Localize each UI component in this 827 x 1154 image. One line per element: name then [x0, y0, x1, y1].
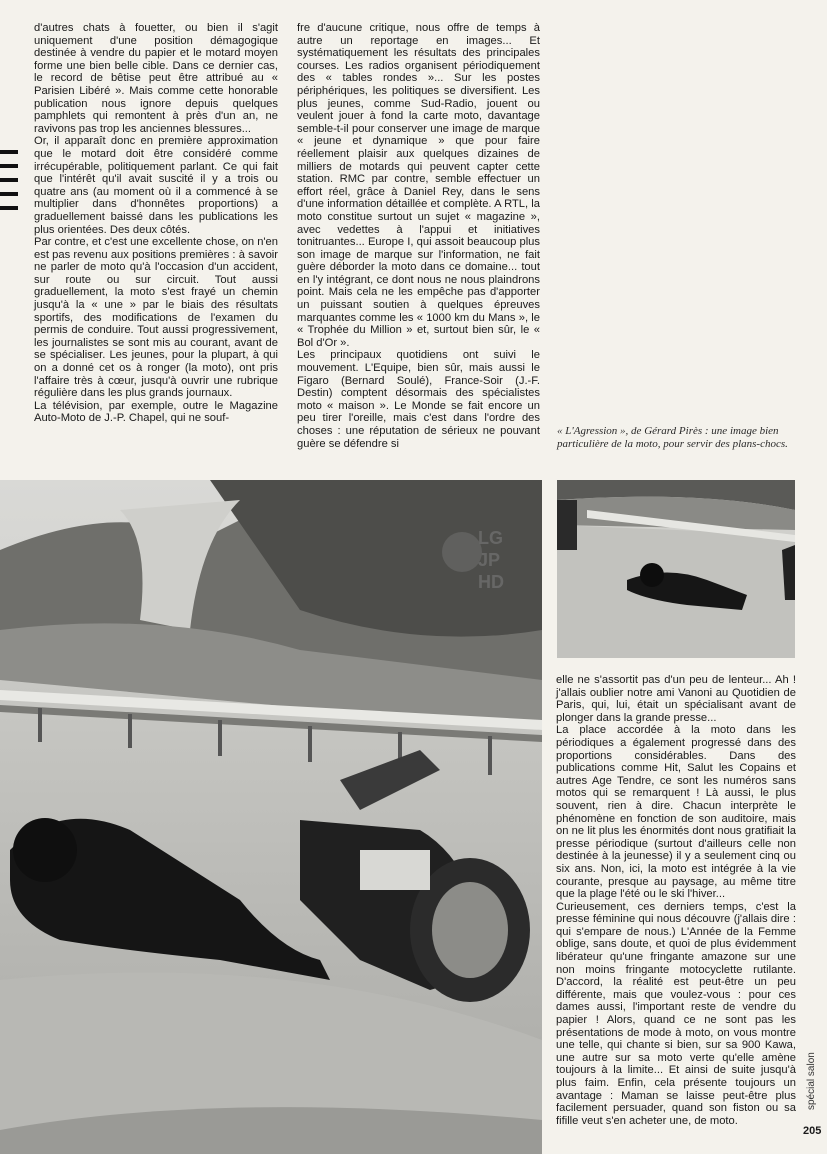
paragraph: Les principaux quotidiens ont suivi le mouvement. L'Equipe, bien sûr, mais aussi le Figaro (Bernard Soulé), France-Soir (J.-F. Destin) comptent désormais des spécialistes moto « maison ». Le Monde se fait encore un peu tirer l'oreille, mais c'est dans l'ordre des choses : une réputation de sérieux ne pouvant guère se défendre si	[297, 349, 540, 450]
article-column-2	[297, 22, 540, 450]
page-edge-marks	[0, 150, 18, 250]
paragraph: Or, il apparaît donc en première approximation que le motard doit être considéré comme irrécupérable, politiquement parlant. Ce qui fait que l'intérêt qu'il avait suscité il y a trois ou quatre ans (au moment où il a commencé à se multiplier dans d'honnêtes proportions) a graduellement baissé dans les publications les plus orientées. Des deux côtés.	[34, 135, 278, 236]
rider-slide-photo	[557, 480, 795, 658]
paragraph: fre d'aucune critique, nous offre de temps à autre un reportage en images... Et systématiquement les résultats des principales courses. Les radios organisent périodiquement des « tables rondes »... Sur les postes périphériques, les politiques se diversifient. Les plus jeunes, comme Sud-Radio, jouent ou veulent jouer à fond la carte moto, davantage semble-t-il pour conserver une image de marque « jeune et dynamique » que pour faire réellement plaisir aux quelques dizaines de milliers de motards qui peuvent capter cette station. RMC par contre, semble effectuer un effort réel, grâce à Daniel Rey, dans le sens d'une information détaillée et complète. A RTL, la moto constitue surtout un sujet « magazine », avec vedettes à l'appui et initiatives tonitruantes... Europe I, qui assoit beaucoup plus son image de marque sur l'information, ne fait guère déborder la moto dans ce domaine... tout en l'y intégrant, ce dont nous ne nous plaindrons point. Mais cela ne les empêche pas d'apporter un puissant soutien à quelques épreuves marquantes comme les « 1000 km du Mans », le « Trophée du Million » et, surtout bien sûr, le « Bol d'Or ».	[297, 22, 540, 349]
paragraph: d'autres chats à fouetter, ou bien il s'agit uniquement d'une position démagogique destinée à vendre du papier et le motard moyen forme une bien belle cible. Dans ce dernier cas, le record de bêtise peut être attribué au « Parisien Libéré ». Mais comme cette honorable publication nous ignore depuis quelques pamphlets qui remontent à près d'un an, ne ravivons pas trop les anciennes blessures...	[34, 22, 278, 135]
paragraph: Curieusement, ces derniers temps, c'est la presse féminine qui nous découvre (j'allais dire : qui s'empare de nous.) L'Année de la Femme oblige, sans doute, et quoi de plus évidemment libérateur qu'une fringante amazone sur une non moins fringante motocyclette rutilante. D'accord, la réalité est peut-être un peu différente, mais que voulez-vous : pour ces dames aussi, l'important reste de vendre du papier ! Alors, quand ce ne sont pas les présentations de mode à moto, on vous montre une telle, qui chante si bien, sur sa 900 Kawa, une autre sur sa moto verte qu'elle amène toujours à la limite... Et ainsi de suite jusqu'à plus faim. Enfin, cela présente toujours un avantage : Maman se laisse peut-être plus facilement persuader, quand son fiston ou sa fifille veut s'en acheter une, de moto.	[556, 900, 796, 1127]
paragraph: La télévision, par exemple, outre le Magazine Auto-Moto de J.-P. Chapel, qui ne souf-	[34, 399, 278, 425]
article-column-1	[34, 22, 278, 425]
svg-text:HD: HD	[478, 572, 504, 592]
photo-caption: « L'Agression », de Gérard Pirès : une image bien particulière de la moto, pour servir des plans-chocs.	[557, 425, 788, 450]
svg-text:JP: JP	[478, 550, 501, 570]
watermark-logo	[438, 516, 516, 598]
paragraph: elle ne s'assortit pas d'un peu de lenteur... Ah ! j'allais oublier notre ami Vanoni au Quotidien de Paris, qui, lui, était un spécialisant avant de plonger dans la grande presse...	[556, 674, 796, 724]
svg-text:LG: LG	[478, 528, 503, 548]
article-column-3	[556, 674, 796, 1127]
paragraph: La place accordée à la moto dans les périodiques a également progressé dans des proportions considérables. Dans des publications comme Hit, Salut les Copains et autres Age Tendre, ce sont les numéros sans motos qui se remarquent ! Là aussi, le plus souvent, rien à dire. Chacun interprète le phénomène en fonction de son auditoire, mais on ne lit plus les énormités dont nous gratifiait la presse périodique (surtout d'ailleurs celle non destinée à la jeunesse) il y a seulement cinq ou six ans. Non, ici, la moto est intégrée à la vie courante, presque au paysage, au même titre que la plage l'été ou le ski l'hiver...	[556, 724, 796, 901]
paragraph: Par contre, et c'est une excellente chose, on n'en est pas revenu aux positions premières : à savoir ne parler de moto qu'à l'occasion d'un accident, sur route ou sur circuit. Tout aussi graduellement, la moto s'est frayé un chemin jusqu'à la « une » par le biais des résultats sportifs, des modifications de l'examen du permis de conduire. Tout aussi progressivement, les journalistes se sont mis au courant, avant de se spécialiser. Les jeunes, pour la plupart, à qui on a donné cet os à ronger (la moto), ont pris l'affaire très à cœur, jusqu'à ouvrir une rubrique régulière dans les plus grands journaux.	[34, 236, 278, 400]
page-number: 205	[803, 1125, 822, 1137]
section-side-label: spécial salon	[806, 1052, 817, 1110]
